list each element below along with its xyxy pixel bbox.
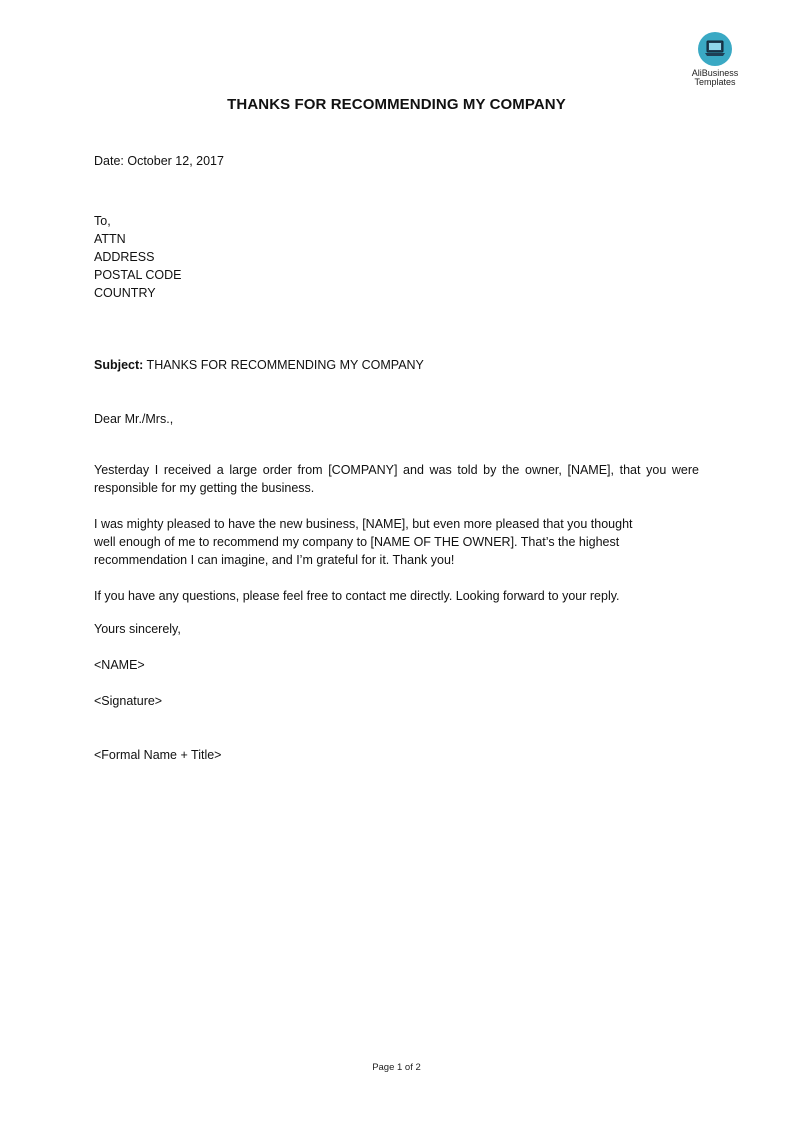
company-logo xyxy=(683,32,747,87)
address-country: COUNTRY xyxy=(94,286,156,300)
address-attn: ATTN xyxy=(94,232,126,246)
body-paragraph-2-line-2: well enough of me to recommend my company to [NAME OF THE OWNER]. That’s the highest xyxy=(94,535,620,549)
name-placeholder: <NAME> xyxy=(94,658,145,672)
salutation: Dear Mr./Mrs., xyxy=(94,412,174,426)
body-paragraph-2-line-3: recommendation I can imagine, and I’m grateful for it. Thank you! xyxy=(94,553,455,567)
formal-name-placeholder: <Formal Name + Title> xyxy=(94,748,222,762)
address-line: ADDRESS xyxy=(94,250,155,264)
address-to: To, xyxy=(94,214,111,228)
page-number: Page 1 of 2 xyxy=(372,1062,421,1073)
address-postal-code: POSTAL CODE xyxy=(94,268,182,282)
document-title: THANKS FOR RECOMMENDING MY COMPANY xyxy=(227,96,566,113)
closing: Yours sincerely, xyxy=(94,622,181,636)
body-paragraph-3: If you have any questions, please feel free to contact me directly. Looking forward to your reply. xyxy=(94,589,620,603)
date-line: Date: October 12, 2017 xyxy=(94,154,224,168)
logo-text-line1: AliBusiness xyxy=(691,68,739,78)
body-paragraph-1: Yesterday I received a large order from [COMPANY] and was told by the owner, [NAME], that you were responsible for my getting the business. xyxy=(94,463,699,495)
body-paragraph-2-line-1: I was mighty pleased to have the new business, [NAME], but even more pleased that you thought xyxy=(94,517,633,531)
signature-placeholder: <Signature> xyxy=(94,694,163,708)
subject-label: Subject: xyxy=(94,358,144,372)
subject-text: THANKS FOR RECOMMENDING MY COMPANY xyxy=(143,358,424,372)
subject-line xyxy=(94,356,424,374)
logo-text-line2: Templates xyxy=(694,77,736,87)
laptop-icon xyxy=(698,32,732,66)
